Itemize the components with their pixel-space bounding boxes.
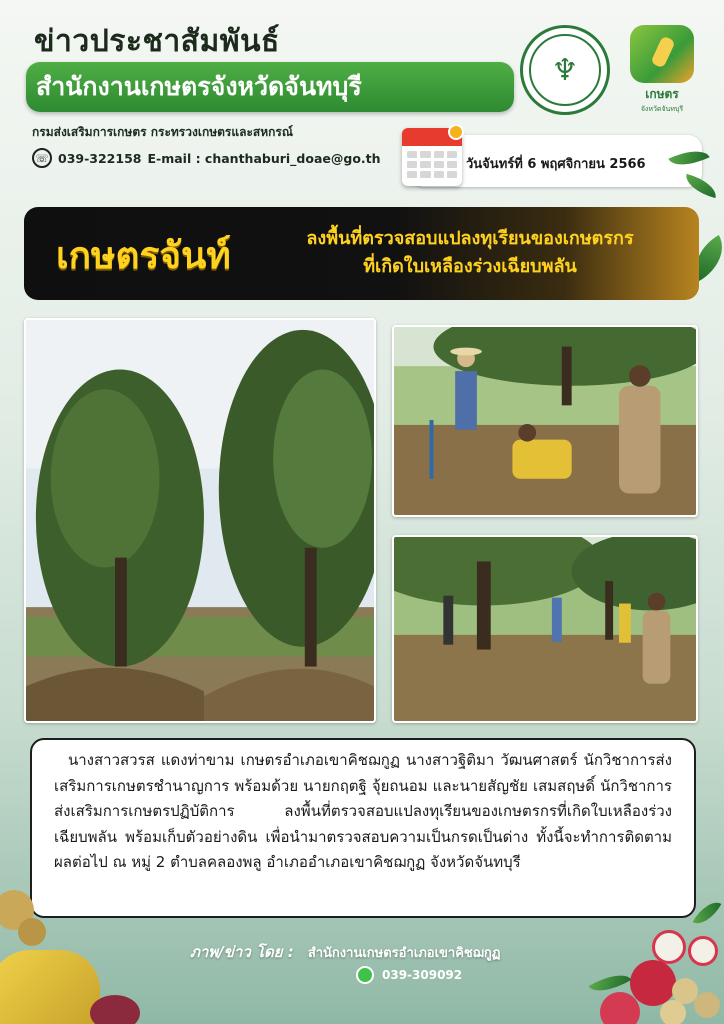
office-banner xyxy=(26,62,514,112)
rambutan-icon xyxy=(630,960,676,1006)
brand-logo xyxy=(626,25,698,111)
footer-phone xyxy=(356,966,462,984)
brand-name: เกษตร xyxy=(645,87,679,101)
leaf-icon xyxy=(693,896,722,930)
footer-phone-number: 039-309092 xyxy=(382,968,463,982)
notification-icon xyxy=(448,124,464,140)
news-title: ข่าวประชาสัมพันธ์ xyxy=(34,24,280,59)
mangosteen-icon xyxy=(90,995,140,1024)
office-phone: 039-322158 xyxy=(58,150,142,166)
news-caption-box xyxy=(30,738,696,918)
news-caption-text: นางสาวสวรส แดงท่าขาม เกษตรอำเภอเขาคิชฌกูฏ นางสาวฐิติมา วัฒนศาสตร์ นักวิชาการส่งเสริมการเกษตรชำนาญการ พร้อมด้วย นายกฤตฐิ จุ้ยถนอม และนายสัญชัย เสมสฤษดิ์ นักวิชาการส่งเสริมการเกษตรปฏิบัติการ ลงพื้นที่ตรวจสอบแปลงทุเรียนของเกษตรกรที่เกิดใบเหลืองร่วงเฉียบพลัน พร้อมเก็บตัวอย่างดิน เพื่อนำมาตรวจสอบความเป็นกรดเป็นด่าง ทั้งนี้จะทำการติดตามผลต่อไป ณ หมู่ 2 ตำบลคลองพลู อำเภออำเภอเขาคิชฌกูฏ จังหวัดจันทบุรี xyxy=(54,751,672,871)
department-seal-icon xyxy=(520,25,610,115)
office-email: E-mail : chanthaburi_doae@go.th xyxy=(147,150,381,166)
longan-icon xyxy=(18,918,46,946)
orchard-survey-photo xyxy=(392,535,698,723)
news-credit xyxy=(190,940,500,964)
field-inspection-photo xyxy=(392,325,698,517)
brand-subtitle: จังหวัดจันทบุรี xyxy=(640,106,684,113)
contact-line xyxy=(32,148,381,168)
department-line: กรมส่งเสริมการเกษตร กระทรวงเกษตรและสหกรณ์ xyxy=(32,125,293,139)
headline-line-1: ลงพื้นที่ตรวจสอบแปลงทุเรียนของเกษตรกร xyxy=(306,228,634,249)
headline-text xyxy=(250,225,690,281)
headline-line-2: ที่เกิดใบเหลืองร่วงเฉียบพลัน xyxy=(363,256,577,277)
rambutan-icon xyxy=(600,992,640,1024)
longan-icon xyxy=(694,992,720,1018)
rambutan-icon xyxy=(688,936,718,966)
longan-icon xyxy=(660,1000,686,1024)
durian-fruit-icon xyxy=(0,950,100,1024)
phone-icon: ☏ xyxy=(32,148,52,168)
durian-trees-photo xyxy=(24,318,376,723)
headline-tag: เกษตรจันท์ xyxy=(56,234,231,277)
credit-value: สำนักงานเกษตรอำเภอเขาคิชฌกูฏ xyxy=(307,946,501,961)
credit-label: ภาพ/ข่าว โดย : xyxy=(190,943,294,961)
publish-date: วันจันทร์ที่ 6 พฤศจิกายน 2566 xyxy=(466,157,646,172)
phone-chat-icon xyxy=(356,966,374,984)
seal-emblem-icon: ♆ xyxy=(529,34,601,106)
brand-mark-icon xyxy=(630,25,694,83)
rambutan-icon xyxy=(652,930,686,964)
office-name: สำนักงานเกษตรจังหวัดจันทบุรี xyxy=(36,72,362,101)
